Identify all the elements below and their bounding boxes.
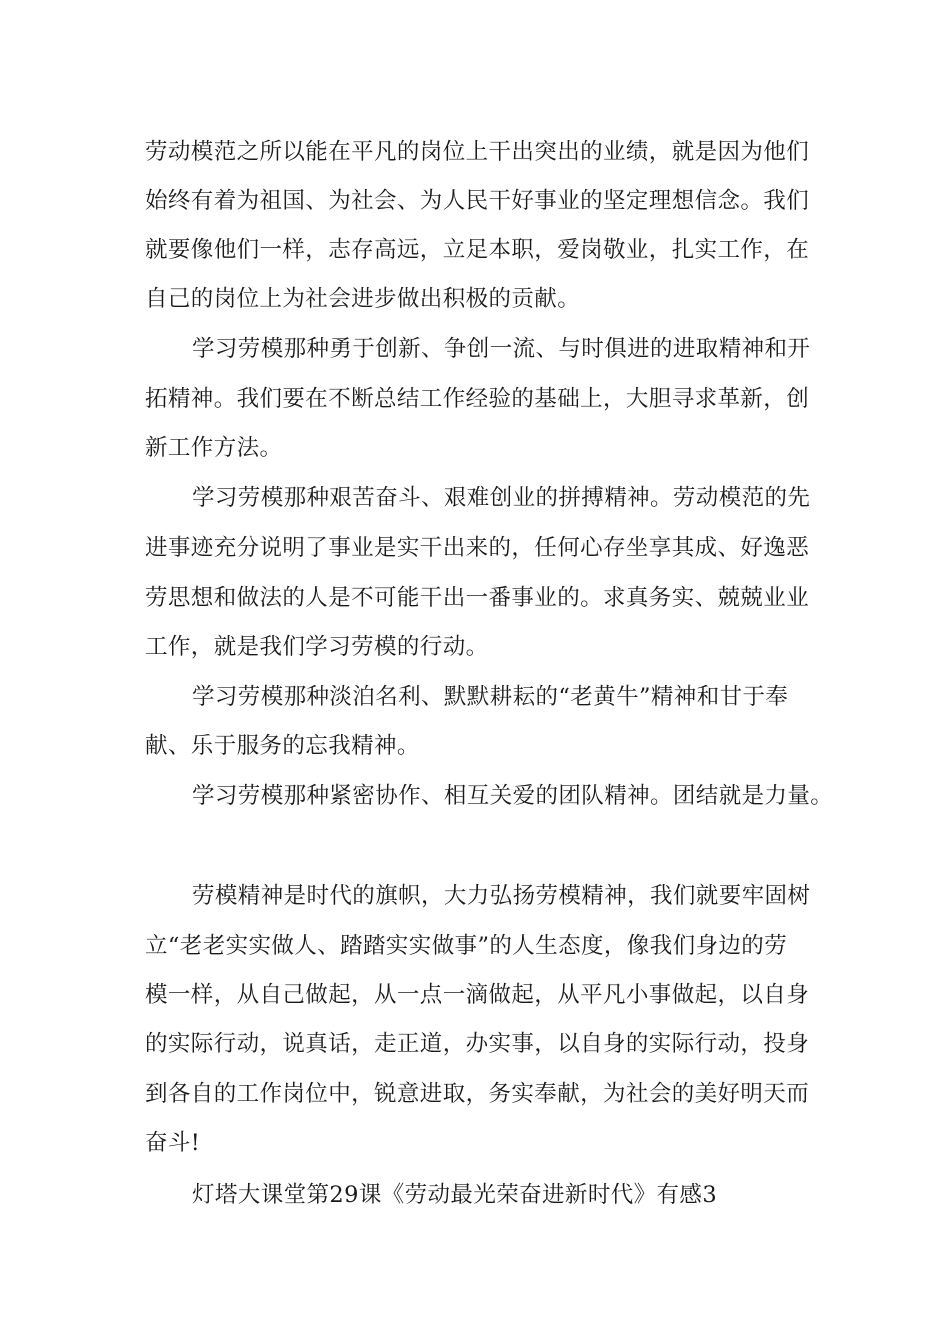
text-line: 劳模精神是时代的旗帜，大力弘扬劳模精神，我们就要牢固树 bbox=[192, 883, 811, 909]
text-line: 学习劳模那种艰苦奋斗、艰难创业的拼搏精神。劳动模范的先 bbox=[192, 485, 811, 511]
text-line: 工作，就是我们学习劳模的行动。 bbox=[145, 634, 489, 660]
text-line: 始终有着为祖国、为社会、为人民干好事业的坚定理想信念。我们 bbox=[145, 188, 810, 214]
text-line: 劳思想和做法的人是不可能干出一番事业的。求真务实、兢兢业业 bbox=[145, 585, 810, 611]
text-line: 到各自的工作岗位中，锐意进取，务实奉献，为社会的美好明天而 bbox=[145, 1081, 810, 1107]
text-line: 奋斗! bbox=[145, 1130, 201, 1156]
text-line: 新工作方法。 bbox=[145, 435, 283, 461]
text-line: 模一样，从自己做起，从一点一滴做起，从平凡小事做起，以自身 bbox=[145, 982, 810, 1008]
text-line: 学习劳模那种淡泊名利、默默耕耘的“老黄牛”精神和甘于奉 bbox=[192, 684, 789, 710]
text-line: 劳动模范之所以能在平凡的岗位上干出突出的业绩，就是因为他们 bbox=[145, 139, 810, 165]
text-line: 学习劳模那种勇于创新、争创一流、与时俱进的进取精神和开 bbox=[192, 336, 811, 362]
text-line: 的实际行动，说真话，走正道，办实事，以自身的实际行动，投身 bbox=[145, 1031, 810, 1057]
text-line: 立“老老实实做人、踏踏实实做事”的人生态度，像我们身边的劳 bbox=[145, 933, 788, 959]
text-line: 自己的岗位上为社会进步做出积极的贡献。 bbox=[145, 286, 581, 312]
text-line: 献、乐于服务的忘我精神。 bbox=[145, 733, 420, 759]
section-heading: 灯塔大课堂第29课《劳动最光荣奋进新时代》有感3 bbox=[192, 1182, 718, 1208]
text-line: 进事迹充分说明了事业是实干出来的，任何心存坐享其成、好逸恶 bbox=[145, 535, 810, 561]
text-line: 就要像他们一样，志存高远，立足本职，爱岗敬业，扎实工作，在 bbox=[145, 237, 810, 263]
text-line: 学习劳模那种紧密协作、相互关爱的团队精神。团结就是力量。 bbox=[192, 783, 834, 809]
text-line: 拓精神。我们要在不断总结工作经验的基础上，大胆寻求革新，创 bbox=[145, 386, 810, 412]
